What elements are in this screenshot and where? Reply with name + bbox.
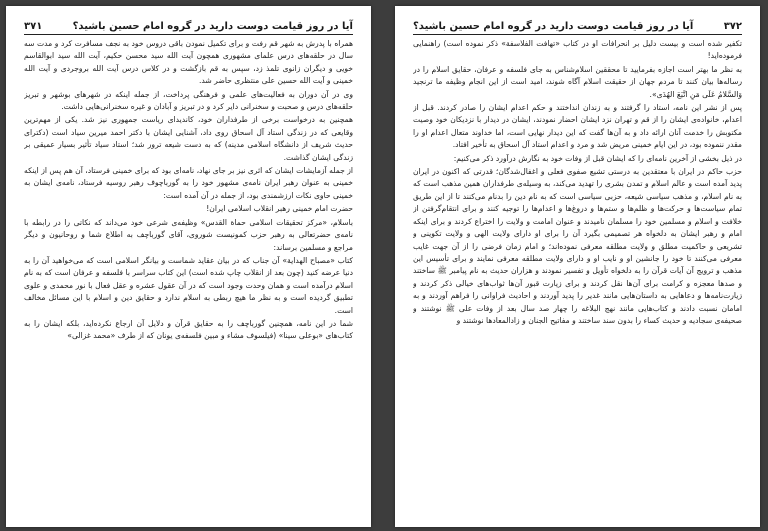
paragraph: کتاب «مصباح الهدایة» آن جناب که در بیان عقاید شماست و بیانگر اسلامی است که می‌خواهید آن را به دنیا عرضه کنید (چون بعد از انقلاب چاپ شده است) این کتاب سراسر با فلسفه و عرفان است که به نام اسلام درآمده است و همان وحدت وجود است که در آن عقول عشره و عقل فعال با نور محمدی و علوی تطبیق گردیده است و به نظر ما هیچ ربطی به اسلام ندارد و حقایق دین و اسلام با این مسائل مخالف است.: [24, 255, 353, 315]
paragraph: حزب حاکم در ایران با معتقدین به درستی تشیع صفوی فعلی و اغفال‌شدگان؛ قدرتی که اکنون در ایران پدید آمده است و عالم اسلام و تمدن بشری را تهدید می‌کند، به وسیله‌ی طرفداران همین مذهب است که به نام اسلام، و مذهب سیاسی شیعه، حزبی سیاسی است که به نام دین را بدنام می‌کنند تا از این طریق تمام سیاست‌ها و حرکت‌ها و ظلم‌ها و ستم‌ها و دروغ‌ها و اعدام‌ها را توجیه کنند و برای انتقام‌گرفتن از خلافت و اسلام و مسلمین خود را مسلمان نامیدند و عنوان امامت و ولایت را اختراع کردند و برای اینکه امام و رهبر ایشان به دلخواه هر تصمیمی بگیرد آن را برای او دارای ولایت الهی و ولایت تکوینی و تشریعی و حاکمیت مطلق و ولایت مطلقه معرفی نموده‌اند؛ و امام زمان فرضی را از آن جهت غایب معرفی می‌کنند تا خود را جانشین او و نایب او و دارای ولایت مطلقه معرفی نمایند و برای تأسیس این مذهب و ترویج آن آیات قرآن را به دلخواه تأویل و تفسیر نمودند و هزاران حدیث به نام پیامبر ﷺ ساختند و صدها معجزه و کرامت برای آن‌ها نقل کردند و برای زیارت قبور آن‌ها ثواب‌های خیالی ذکر کردند و زیارت‌نامه‌ها و دعاهایی به داستان‌هایی مانند غدیر را پدید آوردند و احادیث فراوانی را فراهم آوردند و به امامان نسبت دادند و کتاب‌هایی مانند نهج البلاغه را چهار صد سال بعد از وفات علی ﷺ نوشتند و صحیفه‌ی سجادیه و حدیث کساء را بدون سند ساختند و مفاتیح الجنان و زادالمعادها نوشتند و: [413, 167, 742, 325]
paragraph: در ذیل بخشی از آخرین نامه‌ای را که ایشان قبل از وفات خود به نگارش درآورد ذکر می‌کنیم:: [453, 153, 742, 163]
page-372: [395, 6, 760, 527]
paragraph: شما در این نامه، همچنین گورباچف را به حقایق قرآن و دلایل آن ارجاع نکرده‌اید، بلکه ایشان را به کتاب‌های «بوعلی سینا» (فیلسوف مشاء و مبین فلسفه‌ی یونان که از طرف «محمد غزالی»: [24, 318, 353, 341]
paragraph: به نظر ما بهتر است اجازه بفرمایید تا محققین اسلام‌شناس به جای فلسفه و عرفان، حقایق اسلام را در رساله‌ها بیان کنند تا مردم جهان از حقیقت اسلام آگاه شوند، امید است از این انجام وظیفه ما ترنجید وَالسَّلامُ عَلَى مَنِ اتَّبَعَ الهُدَى».: [413, 64, 742, 99]
paragraph: باسلام، «مرکز تحقیقات اسلامی حماة القدس» وظیفه‌ی شرعی خود می‌داند که نکاتی را در رابطه با نامه‌ی حضرتعالی به رهبر حزب کمونیست شوروی، آقای گورباچف به اطلاع شما و روحانیون و دیگر مراجع و مسلمین برساند:: [24, 217, 353, 252]
page-header: [24, 14, 353, 35]
paragraph: همچنین به درخواست برخی از طرفداران خود، کاندیدای ریاست جمهوری نیز شد. یکی از مهم‌ترین وقایعی که در زندگی استاد آل اسحاق روی داد، آشنایی ایشان با دکتر احمد میرین سیاد است (دکترای حدیث شریف از دانشگاه اسلامی مدینه) که به دست شیعه ترور شد؛ استاد سیاد تأثیر بسیار عمیقی بر زندگی ایشان گذاشت.: [24, 115, 353, 162]
page-number: ۳۷۱: [24, 21, 43, 32]
paragraph: پس از نشر این نامه، استاد را گرفتند و به زندان انداختند و حکم اعدام ایشان را صادر کردند. قبل از اعدام، خانواده‌ی ایشان را از قم و تهران نزد ایشان احضار نمودند، ایشان در دیدار با نزدیکان خود وصیت مکتوبش را خدمت آنان ارائه داد و به آن‌ها گفت که این دیدار نهایی است، اما خداوند متعال اعدام او را مقدر ننموده بود، در این ایام خمینی مریض شد و مرد و اعدام استاد آل اسحاق به تأخیر افتاد.: [413, 103, 742, 150]
paragraph: وی در آن دوران به فعالیت‌های علمی و فرهنگی پرداخت، از جمله اینکه در شهرهای بوشهر و تبریز حلقه‌های درس و صحبت و سخنرانی دایر کرد و در تبریز و آبادان و غیره سخنرانی‌هایی داشت.: [24, 89, 353, 112]
page-371: [6, 6, 371, 527]
page-number: ۳۷۲: [723, 21, 742, 32]
page-header: [413, 14, 742, 35]
paragraph: حضرت امام خمینی رهبر انقلاب اسلامی ایران!: [206, 204, 353, 214]
page-body: [413, 38, 742, 521]
page-body: [24, 38, 353, 521]
running-title: آیا در روز قیامت دوست دارید در گروه امام حسین باشید؟: [72, 21, 353, 32]
paragraph: همراه با پدرش به شهر قم رفت و برای تکمیل نمودن باقی دروس خود به نجف مسافرت کرد و مدت سه سال در حلقه‌های درس علمای مشهوری همچون آیت الله سید محسن حکیم، آیت الله سید ابوالقاسم خویی و دیگران زانوی تلمذ زد، سپس به قم بازگشت و در کلاس درس آیت الله بروجردی و آیت الله خمینی و آیت الله حسین علی منتظری حاضر شد.: [24, 39, 353, 86]
running-title: آیا در روز قیامت دوست دارید در گروه امام حسین باشید؟: [413, 21, 694, 32]
paragraph: از جمله آزمایشات ایشان که اثری نیز بر جای نهاد، نامه‌ای بود که برای خمینی فرستاد، آن هم پس از اینکه خمینی به عنوان رهبر ایران نامه‌ی مشهور خود را به گورباچوف رهبر روسیه فرستاد، نامه‌ی ایشان به خمینی حاوی نکات ارزشمندی بود، از جمله در آن آمده است:: [24, 166, 353, 200]
paragraph: تکفیر شده است و بیست دلیل بر انحرافات او در کتاب «تهافت الفلاسفة» ذکر نموده است) راهنمایی فرموده‌اید!: [413, 39, 742, 61]
